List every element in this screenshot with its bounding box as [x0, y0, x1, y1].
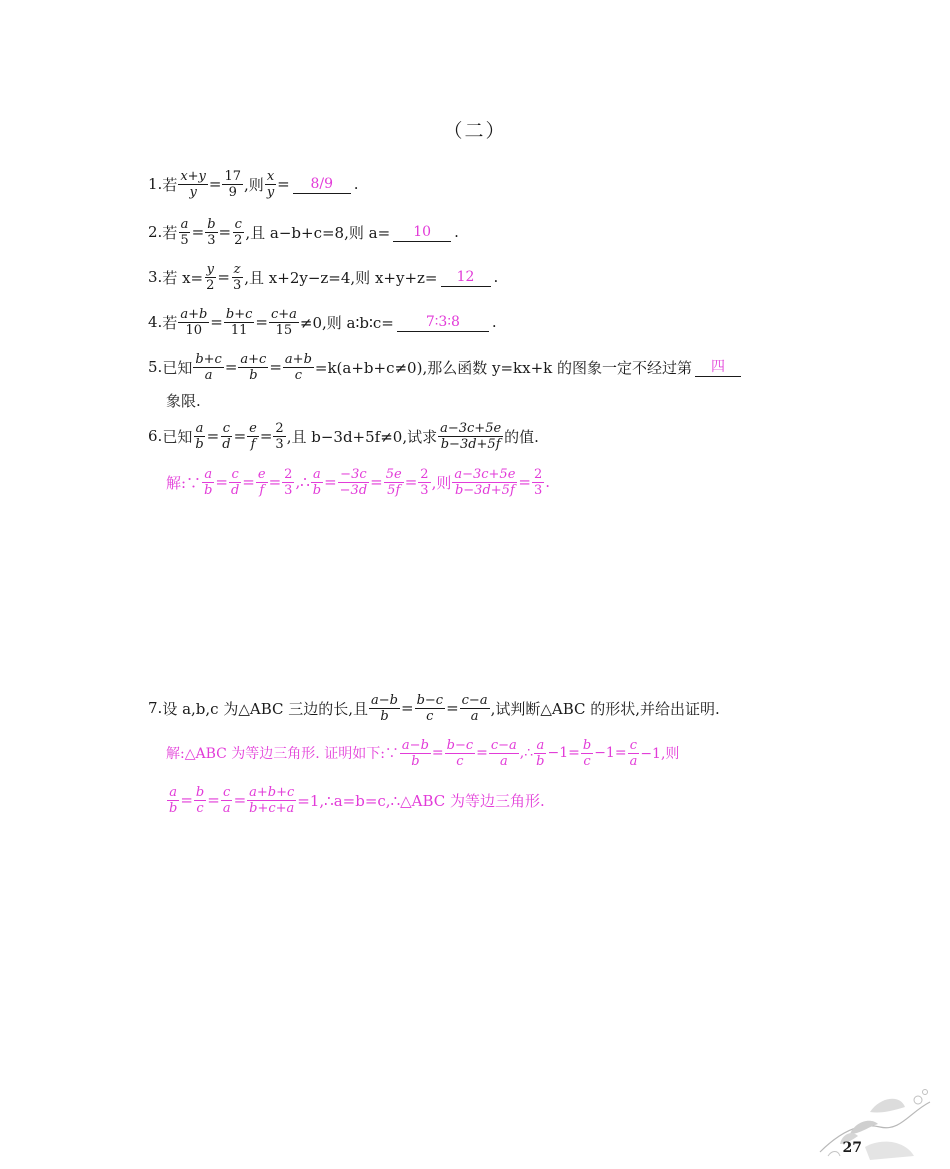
fraction: $\frac{b-c}{c}$	[416, 692, 444, 724]
question-7-solution-continued: $\frac{a}{b}$ = $\frac{b}{c}$ = $\frac{c}{a}$ = $\frac{a+b+c}{b+c+a}$ =1,∴a=b=c,∴△ABC 为等边三角形.	[169, 784, 545, 816]
fraction: $\frac{b}{3}$	[207, 216, 216, 248]
section-title: （二）	[443, 120, 507, 142]
fraction: $\frac{2}{3}$	[420, 466, 429, 498]
fraction: $\frac{a-b}{b}$	[401, 737, 429, 769]
fraction: $\frac{c-a}{a}$	[461, 692, 488, 724]
fraction: $\frac{a+b}{c}$	[284, 351, 312, 383]
fraction: $\frac{c}{a}$	[629, 737, 638, 769]
question-6: 6. 已知 $\frac{a}{b}$ = $\frac{c}{d}$ = $\frac{e}{f}$ = $\frac{2}{3}$ ,且 b−3d+5f≠0,试求 $\frac{a-3c+5e}{b-3d+5f}$ 的值.	[148, 420, 539, 452]
fraction: $\frac{a-b}{b}$	[371, 692, 398, 724]
fraction: $\frac{a}{b}$	[195, 420, 204, 452]
fraction: $\frac{c}{d}$	[230, 466, 240, 498]
answer-blank: 7∶3∶8	[397, 313, 489, 332]
fraction: $\frac{b+c}{11}$	[225, 306, 253, 338]
answer-blank: 四	[695, 358, 741, 377]
fraction: $\frac{5e}{5f}$	[385, 466, 402, 498]
fraction: $\frac{c}{a}$	[222, 784, 231, 816]
floral-ornament-icon	[810, 1072, 940, 1164]
fraction: $\frac{b+c}{a}$	[195, 351, 222, 383]
answer-blank: 10	[393, 223, 451, 242]
fraction: $\frac{a+b+c}{b+c+a}$	[249, 784, 295, 816]
fraction: $\frac{b}{c}$	[582, 737, 592, 769]
fraction: $\frac{c-a}{a}$	[490, 737, 517, 769]
fraction: $\frac{a+c}{b}$	[240, 351, 267, 383]
fraction: $\frac{-3c}{-3d}$	[339, 466, 368, 498]
fraction: $\frac{a}{b}$	[204, 466, 213, 498]
page-number: 27	[842, 1140, 862, 1156]
fraction: $\frac{c}{d}$	[222, 420, 231, 452]
question-1: 1. 若 $\frac{x+y}{y}$ = $\frac{17}{9}$ ,则 $\frac{x}{y}$ = 8/9 .	[148, 168, 359, 200]
question-5: 5. 已知 $\frac{b+c}{a}$ = $\frac{a+c}{b}$ = $\frac{a+b}{c}$ =k(a+b+c≠0),那么函数 y=kx+k 的图象一定不经过第 四	[148, 347, 744, 387]
question-7-solution: 解:△ABC 为等边三角形. 证明如下:∵ $\frac{a-b}{b}$ = $\frac{b-c}{c}$ = $\frac{c-a}{a}$ ,∴ $\frac{a}{b}$ −1= $\frac{b}{c}$ −1= $\frac{c}{a}$ −1,则	[166, 737, 680, 769]
fraction: $\frac{x+y}{y}$	[180, 168, 206, 200]
question-5-continued: 象限.	[166, 391, 201, 410]
fraction: $\frac{y}{2}$	[206, 261, 215, 293]
question-6-solution: 解:∵ $\frac{a}{b}$ = $\frac{c}{d}$ = $\frac{e}{f}$ = $\frac{2}{3}$ ,∴ $\frac{a}{b}$ = $\frac{-3c}{-3d}$ = $\frac{5e}{5f}$ = $\frac{2}{3}$ ,则 $\frac{a-3c+5e}{b-3d+5f}$ = $\frac{2}{3}$ .	[166, 466, 551, 498]
fraction: $\frac{c+a}{15}$	[270, 306, 297, 338]
fraction: $\frac{2}{3}$	[533, 466, 543, 498]
answer-blank: 12	[441, 268, 491, 287]
answer-blank: 8/9	[293, 175, 351, 194]
fraction: $\frac{x}{y}$	[266, 168, 275, 200]
fraction: $\frac{a}{b}$	[169, 784, 178, 816]
fraction: $\frac{a+b}{10}$	[180, 306, 208, 338]
fraction: $\frac{e}{f}$	[249, 420, 257, 452]
question-7: 7. 设 a,b,c 为△ABC 三边的长,且 $\frac{a-b}{b}$ = $\frac{b-c}{c}$ = $\frac{c-a}{a}$ ,试判断△ABC 的形状,并给出证明.	[148, 692, 720, 724]
fraction: $\frac{c}{2}$	[234, 216, 243, 248]
fraction: $\frac{e}{f}$	[257, 466, 266, 498]
fraction: $\frac{a}{5}$	[180, 216, 189, 248]
fraction: $\frac{b}{c}$	[195, 784, 205, 816]
fraction: $\frac{a-3c+5e}{b-3d+5f}$	[440, 420, 502, 452]
fraction: $\frac{2}{3}$	[284, 466, 293, 498]
fraction: $\frac{b-c}{c}$	[446, 737, 474, 769]
fraction: $\frac{a-3c+5e}{b-3d+5f}$	[454, 466, 516, 498]
question-2: 2. 若 $\frac{a}{5}$ = $\frac{b}{3}$ = $\frac{c}{2}$ ,且 a−b+c=8,则 a= 10 .	[148, 216, 459, 248]
fraction: $\frac{a}{b}$	[312, 466, 322, 498]
fraction: $\frac{17}{9}$	[224, 168, 242, 200]
fraction: $\frac{a}{b}$	[536, 737, 545, 769]
question-3: 3. 若 x= $\frac{y}{2}$ = $\frac{z}{3}$ ,且 x+2y−z=4,则 x+y+z= 12 .	[148, 261, 499, 293]
fraction: $\frac{2}{3}$	[275, 420, 284, 452]
fraction: $\frac{z}{3}$	[232, 261, 242, 293]
question-4: 4. 若 $\frac{a+b}{10}$ = $\frac{b+c}{11}$ = $\frac{c+a}{15}$ ≠0,则 a∶b∶c= 7∶3∶8 .	[148, 306, 497, 338]
